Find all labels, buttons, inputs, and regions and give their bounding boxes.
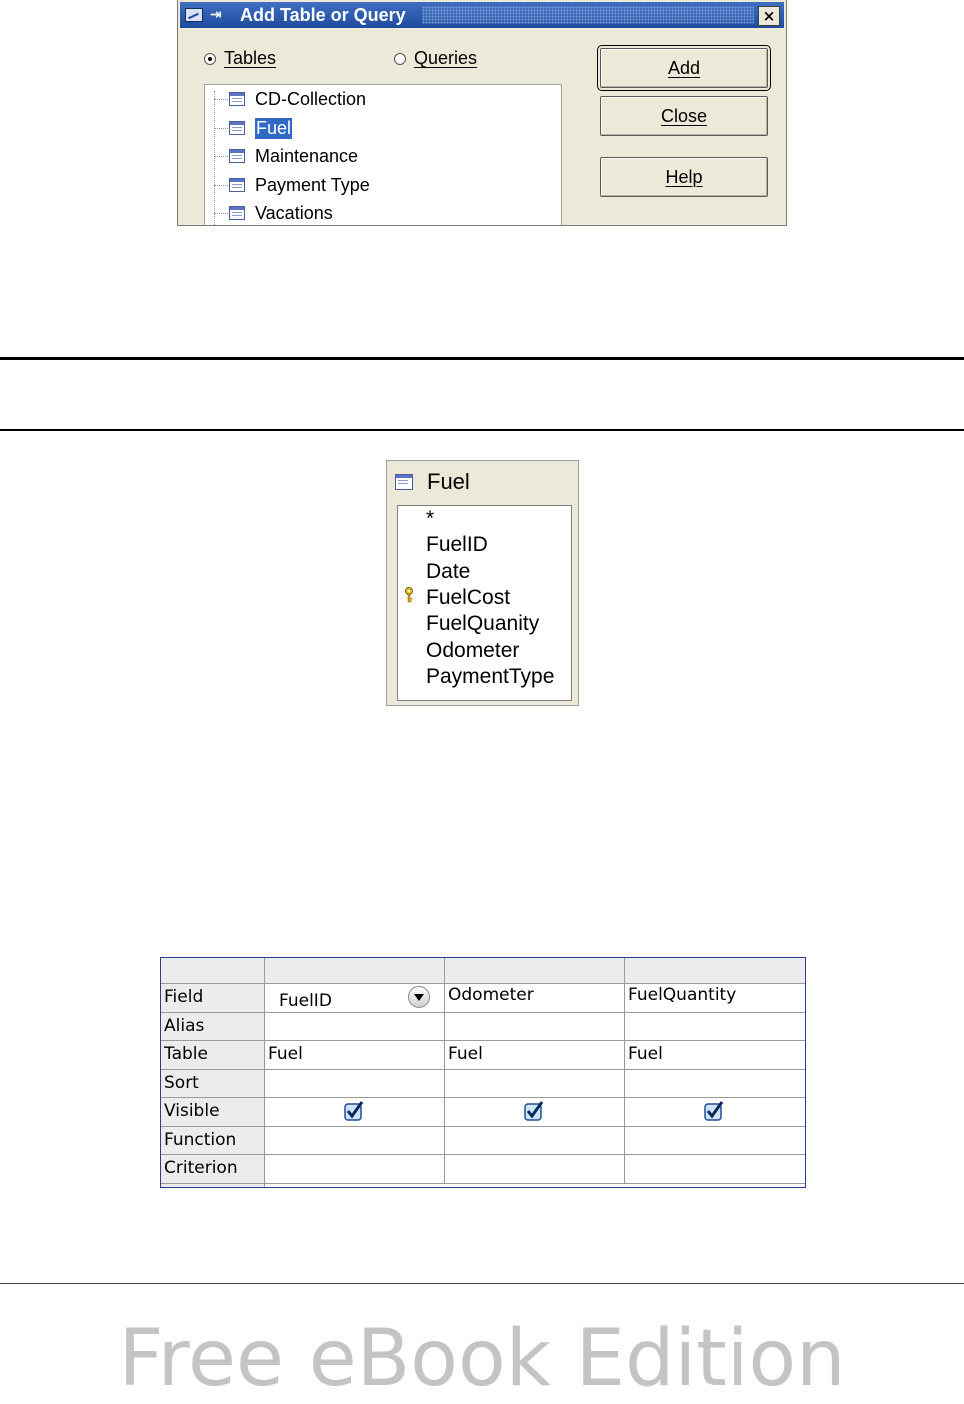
sort-cell-3[interactable]: [625, 1070, 806, 1098]
list-item-vacations[interactable]: [214, 201, 333, 225]
dialog-title-bar[interactable]: [180, 2, 784, 28]
radio-tables-indicator[interactable]: [204, 53, 216, 65]
visible-checkbox-3[interactable]: [704, 1101, 724, 1121]
criterion-cell-2[interactable]: [445, 1155, 625, 1184]
help-button[interactable]: Help: [600, 157, 768, 197]
table-icon: [229, 149, 245, 163]
column-header[interactable]: [265, 958, 445, 984]
title-bar-texture: [422, 6, 754, 24]
function-cell-3[interactable]: [625, 1127, 806, 1155]
row-label-more: [161, 1184, 265, 1188]
field-cell-3[interactable]: FuelQuantity: [625, 984, 806, 1013]
field-item-odometer[interactable]: Odometer: [426, 639, 520, 662]
radio-queries[interactable]: [394, 48, 477, 69]
list-item-label: Vacations: [255, 202, 333, 223]
pin-icon[interactable]: ⇥: [210, 7, 222, 23]
close-icon[interactable]: ×: [758, 6, 780, 26]
add-button[interactable]: Add: [600, 48, 768, 88]
table-window-title: Fuel: [427, 469, 470, 494]
alias-cell-2[interactable]: [445, 1013, 625, 1041]
section-divider: [0, 357, 964, 360]
row-label-visible: Visible: [161, 1098, 265, 1127]
function-cell-1[interactable]: [265, 1127, 445, 1155]
field-item-fuelquanity[interactable]: FuelQuanity: [426, 612, 540, 635]
visible-checkbox-2[interactable]: [524, 1101, 544, 1121]
table-icon: [229, 92, 245, 106]
list-item-label: CD-Collection: [255, 88, 367, 109]
footer-divider: [0, 1283, 964, 1284]
list-item-label: Payment Type: [255, 174, 370, 195]
visible-checkbox-1[interactable]: [344, 1101, 364, 1121]
row-label-field: Field: [161, 984, 265, 1013]
grid-corner: [161, 958, 265, 984]
row-label-sort: Sort: [161, 1070, 265, 1098]
column-header[interactable]: [625, 958, 806, 984]
list-item-cd-collection[interactable]: [214, 87, 366, 111]
radio-queries-label: Queries: [414, 48, 478, 68]
criterion-cell-1[interactable]: [265, 1155, 445, 1184]
table-cell-2[interactable]: Fuel: [445, 1041, 625, 1070]
row-label-table: Table: [161, 1041, 265, 1070]
list-item-maintenance[interactable]: [214, 144, 358, 168]
radio-queries-indicator[interactable]: [394, 53, 406, 65]
column-header[interactable]: [445, 958, 625, 984]
function-cell-2[interactable]: [445, 1127, 625, 1155]
criterion-cell-3[interactable]: [625, 1155, 806, 1184]
field-cell-1[interactable]: FuelID: [265, 984, 445, 1013]
field-item-fuelid[interactable]: FuelID: [426, 533, 488, 556]
row-label-function: Function: [161, 1127, 265, 1155]
close-button[interactable]: Close: [600, 96, 768, 136]
alias-cell-3[interactable]: [625, 1013, 806, 1041]
field-item-fuelcost[interactable]: FuelCost: [426, 586, 511, 609]
list-item-label: Maintenance: [255, 145, 359, 166]
table-window-header[interactable]: [395, 469, 470, 495]
field-item-paymenttype[interactable]: PaymentType: [426, 665, 555, 688]
list-item-payment-type[interactable]: [214, 173, 370, 197]
row-label-criterion: Criterion: [161, 1155, 265, 1184]
list-item-label: Fuel: [256, 117, 292, 138]
table-icon: [395, 474, 413, 490]
list-item-fuel[interactable]: [214, 116, 292, 140]
chevron-down-icon[interactable]: [408, 986, 430, 1008]
section-divider: [0, 429, 964, 431]
primary-key-icon: [404, 587, 414, 603]
table-cell-1[interactable]: Fuel: [265, 1041, 445, 1070]
dialog-title: Add Table or Query: [240, 5, 406, 25]
field-item-date[interactable]: Date: [426, 560, 471, 583]
table-cell-3[interactable]: Fuel: [625, 1041, 806, 1070]
table-icon: [229, 178, 245, 192]
sort-cell-1[interactable]: [265, 1070, 445, 1098]
query-design-grid[interactable]: [160, 957, 806, 1188]
fuel-table-window[interactable]: [386, 460, 579, 706]
sort-cell-2[interactable]: [445, 1070, 625, 1098]
radio-tables-label: Tables: [224, 48, 277, 68]
field-list[interactable]: [397, 505, 572, 701]
row-label-alias: Alias: [161, 1013, 265, 1041]
radio-tables[interactable]: [204, 48, 276, 69]
window-menu-icon[interactable]: [185, 8, 203, 22]
field-cell-2[interactable]: Odometer: [445, 984, 625, 1013]
table-list[interactable]: [204, 84, 562, 226]
alias-cell-1[interactable]: [265, 1013, 445, 1041]
table-icon: [229, 121, 245, 135]
watermark-text: Free eBook Edition: [118, 1314, 846, 1404]
add-table-or-query-dialog: [177, 0, 787, 226]
table-icon: [229, 206, 245, 220]
field-item-all[interactable]: *: [426, 507, 435, 530]
